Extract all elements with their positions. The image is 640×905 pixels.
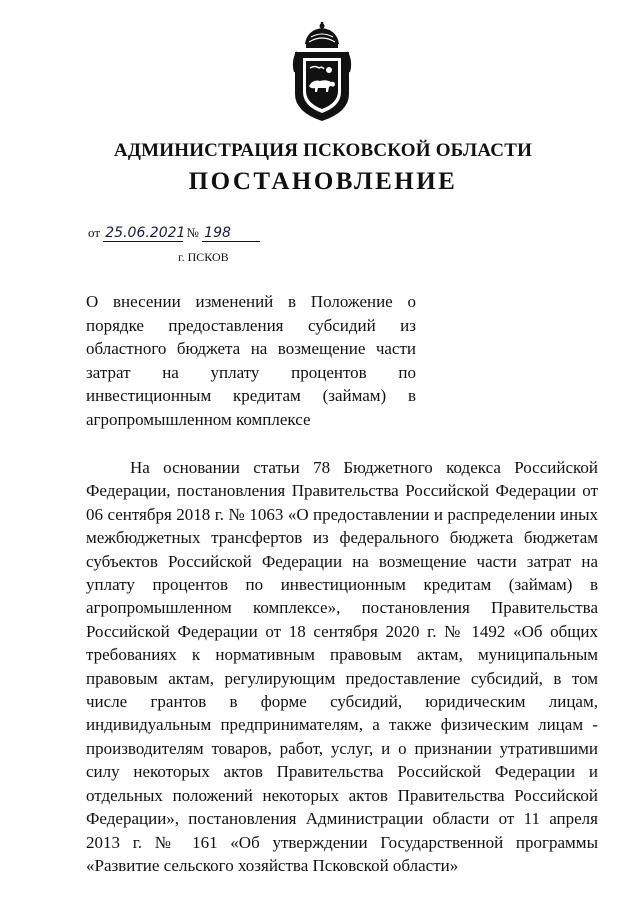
organization-title: АДМИНИСТРАЦИЯ ПСКОВСКОЙ ОБЛАСТИ xyxy=(113,140,533,161)
number-prefix: № xyxy=(186,225,199,240)
document-date: 25.06.2021 xyxy=(105,225,186,241)
document-number: 198 xyxy=(202,225,260,242)
document-type-title: ПОСТАНОВЛЕНИЕ xyxy=(188,168,458,195)
date-number-line xyxy=(88,225,260,242)
pskov-coat-of-arms-icon xyxy=(289,22,355,122)
date-prefix: от xyxy=(88,225,101,240)
document-subject: О внесении изменений в Положение о порядке предоставления субсидий из областного бюджета на возмещение части затрат на уплату процентов по инвестиционным кредитам (займам) в агропромышленном комплексе xyxy=(86,292,416,429)
document-city: г. ПСКОВ xyxy=(178,250,229,264)
document-body: На основании статьи 78 Бюджетного кодекса Российской Федерации, постановления Правительства Российской Федерации от 06 сентября 2018 г. № 1063 «О предоставлении и распределении иных межбюджетных трансфертов из федерального бюджета бюджетам субъектов Российской Федерации на возмещение части затрат на уплату процентов по инвестиционным кредитам (займам) в агропромышленном комплексе», постановления Правительства Российской Федерации от 18 сентября 2020 г. № 1492 «Об общих требованиях к нормативным правовым актам, муниципальным правовым актам, регулирующим предоставление субсидий, в том числе грантов в форме субсидий, юридическим лицам, индивидуальным предпринимателям, а также физическим лицам - производителям товаров, работ, услуг, и о признании утратившими силу некоторых актов Правительства Российской Федерации и отдельных положений некоторых актов Правительства Российской Федерации», постановления Администрации области от 11 апреля 2013 г. № 161 «Об утверждении Государственной программы «Развитие сельского хозяйства Псковской области» xyxy=(86,458,598,875)
